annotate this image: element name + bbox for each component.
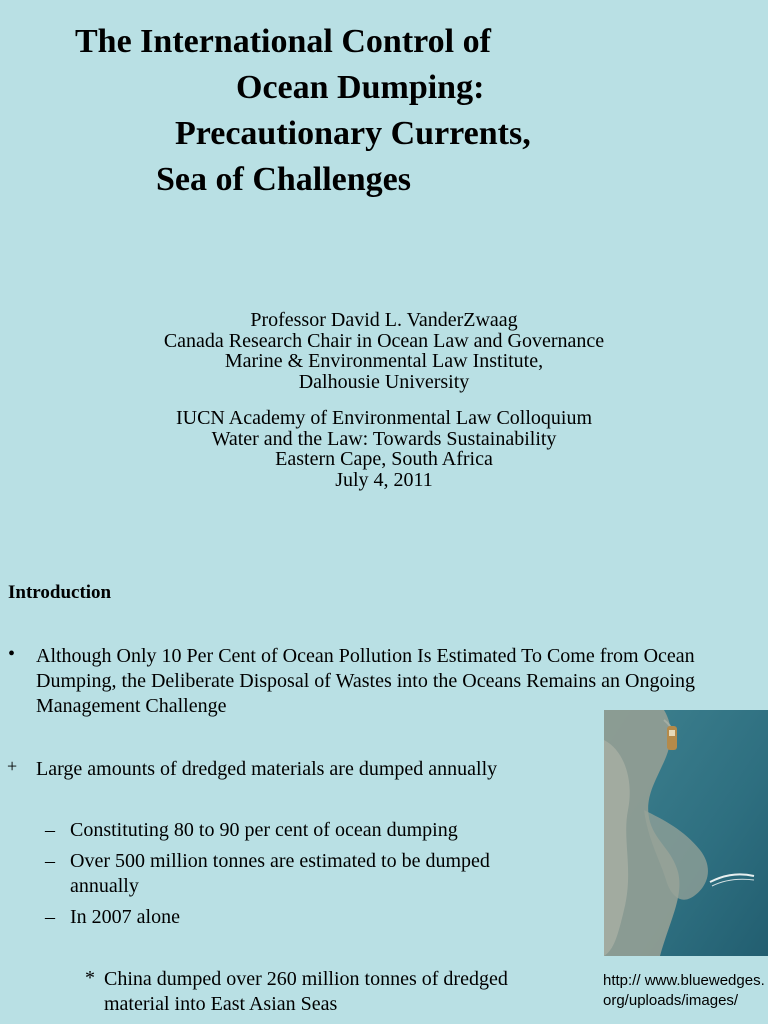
dash-marker: – — [45, 906, 55, 928]
dash-marker: – — [45, 850, 55, 872]
image-caption-link[interactable]: http:// www.bluewedges.org/uploads/images/ — [603, 972, 765, 1009]
bullet-1-line-2: Dumping, the Deliberate Disposal of Wastes into the Oceans Remains an Ongoing — [36, 670, 695, 692]
author-name: Professor David L. VanderZwaag — [250, 309, 518, 331]
sub-bullet-2-line-1: Over 500 million tonnes are estimated to be dumped — [70, 850, 490, 872]
bullet-1 — [36, 644, 695, 719]
sub-sub-bullet-line-2: material into East Asian Seas — [104, 993, 338, 1015]
ocean-dumping-photo — [604, 710, 768, 956]
author-chair: Canada Research Chair in Ocean Law and Governance — [163, 329, 605, 352]
asterisk-marker: * — [85, 967, 95, 989]
event-theme: Water and the Law: Towards Sustainability — [211, 427, 557, 450]
bullet-2: Large amounts of dredged materials are dumped annually — [36, 758, 498, 780]
section-heading: Introduction — [8, 582, 112, 603]
sub-bullet-3: In 2007 alone — [70, 906, 180, 928]
dash-marker: – — [45, 819, 55, 841]
event-name: IUCN Academy of Environmental Law Colloquium — [175, 407, 593, 429]
title-line-2: Ocean Dumping: — [236, 69, 485, 106]
author-institute: Marine & Environmental Law Institute, — [224, 350, 544, 372]
bullet-1-line-3: Management Challenge — [36, 695, 227, 717]
sub-sub-bullet-line-1: China dumped over 260 million tonnes of dredged — [104, 968, 508, 990]
sub-bullet-2-line-2: annually — [70, 875, 139, 897]
title-line-1: The International Control of — [75, 23, 491, 60]
sub-bullet-1: Constituting 80 to 90 per cent of ocean dumping — [70, 819, 458, 841]
sub-sub-bullet — [104, 967, 508, 1017]
plus-marker: + — [7, 756, 18, 776]
author-university: Dalhousie University — [298, 370, 470, 393]
event-block — [0, 408, 768, 490]
event-location: Eastern Cape, South Africa — [275, 448, 493, 470]
title-line-3: Precautionary Currents, — [175, 115, 531, 152]
author-block — [0, 310, 768, 392]
bullet-1-line-1: Although Only 10 Per Cent of Ocean Pollution Is Estimated To Come from Ocean — [36, 645, 695, 667]
title-line-4: Sea of Challenges — [156, 161, 411, 198]
event-date: July 4, 2011 — [335, 468, 433, 491]
sub-bullet-2 — [70, 849, 490, 899]
bullet-marker: • — [8, 643, 16, 665]
